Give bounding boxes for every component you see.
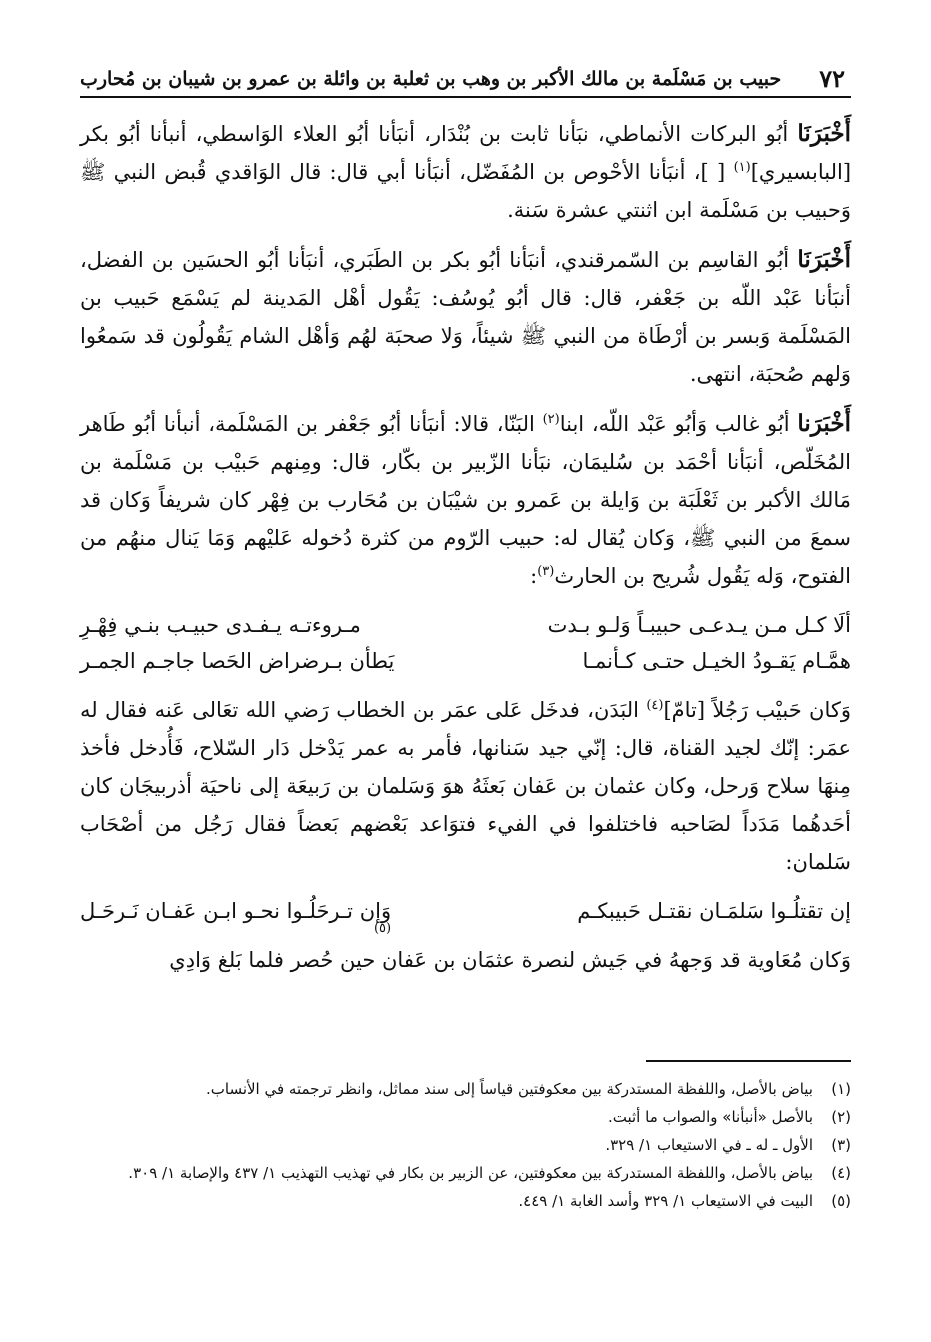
- footnote-text: بياض بالأصل، واللفظة المستدركة بين معكوفتين قياساً إلى سند مماثل، وانظر ترجمته في الأنساب.: [205, 1080, 813, 1098]
- verse-first-hemistich: همَّـام يَقـودُ الخيـل حتـى كـأنمـا: [582, 649, 851, 673]
- paragraph-text-continued: البَدَن، فدخَل عَلى عمَر بن الخطاب رَضي الله تعَالى عَنه فقال له عمَر: إنّك لجيد القناة، قال: إنّي جيد سَنانها، فأمر به عمر يَدْخل دَار السّلاح، فَأُدخل فأخذ مِنهَا سلاح وَرحل، وكان عثمان بن عَفان بَعثَهُ هوَ وَسَلمان بن رَبيعَة إلى ناحيَة أذربيجَان كان أحَدهُما مَدَداً لصَاحبه فاختلفوا في الفيء فتوَاعد بَعْضهم بَعضاً فقال رَجُل من أصْحَاب سَلمان:: [80, 698, 851, 874]
- header-rule: [80, 96, 851, 98]
- paragraph-keyword: أَخْبَرَنا: [797, 410, 851, 437]
- footnote-text: بالأصل «أنبأنا» والصواب ما أثبت.: [607, 1108, 813, 1126]
- paragraph-3: [80, 405, 851, 595]
- footnote-number: (٤): [831, 1164, 851, 1182]
- paragraph-text-continued: [ ]، أنبَأنا الأحْوص بن المُفَضّل، أنبَأنا أبي قال: قال الوَاقدي قُبض النبي ﷺ وَحبيب بن مَسْلَمة ابن اثنتي عشرة سَنة.: [80, 160, 851, 222]
- footnote-text: البيت في الاستيعاب ١/ ٣٢٩ وأسد الغابة ١/ ٤٤٩.: [518, 1192, 813, 1210]
- footnote-text: الأول ـ له ـ في الاستيعاب ١/ ٣٢٩.: [605, 1136, 813, 1154]
- poem-verses-2: [80, 893, 851, 936]
- paragraph-keyword: أَخْبَرَنَا: [797, 120, 852, 147]
- footnote-item: [80, 1103, 851, 1131]
- paragraph-1: [80, 115, 851, 229]
- paragraph-text: أبُو البركات الأنماطي، نبَأنا ثابت بن بُنْدَار، أنبَأنا أبُو العلاء الوَاسطي، أنبأنا أبُو بكر [البابسيري]: [80, 122, 852, 184]
- footnote-number: (٣): [831, 1136, 851, 1154]
- footnote-item: [80, 1131, 851, 1159]
- verse-second-hemistich: وَإن تـرحَلُـوا نحـو ابـن عَفـان نَـرحَـل: [80, 899, 392, 923]
- footnote-number: (٥): [831, 1192, 851, 1210]
- verse-second-hemistich: مـروءتـه يـفـدى حبيـب بنـي فِهْـرِ: [80, 613, 361, 637]
- poem-verses-1: [80, 607, 851, 679]
- paragraph-text: وَكان حَبيْب رَجُلاً [تامّ]: [663, 698, 851, 722]
- paragraph-2: [80, 241, 851, 393]
- verse-first-hemistich: ألَا كـل مـن يـدعـى حبيبـاً وَلـو بـدت: [547, 613, 851, 637]
- verse-second-hemistich-wrap: وَإن تـرحَلُـوا نحـو ابـن عَفـان نَـرحَـل (٥): [80, 893, 391, 929]
- verse-first-hemistich: إن تقتلُـوا سَلمَـان نقتـل حَبيبكـم: [577, 899, 851, 923]
- footnote-item: [80, 1187, 851, 1215]
- page-number: ٧٢: [819, 64, 845, 93]
- footnotes: [80, 1075, 851, 1215]
- verse-line: [80, 643, 851, 679]
- footnote-item: [80, 1075, 851, 1103]
- paragraph-4: [80, 691, 851, 881]
- footnote-number: (٢): [831, 1108, 851, 1126]
- paragraph-keyword: أَخْبَرَنَا: [797, 246, 851, 273]
- main-text: [80, 115, 851, 991]
- page-header: [80, 58, 851, 98]
- footnote-ref: (٢): [542, 412, 560, 427]
- paragraph-5: [80, 941, 851, 979]
- footnote-item: [80, 1159, 851, 1187]
- paragraph-text-continued: البَنّا، قالا: أنبَأنا أبُو جَعْفر بن المَسْلَمة، أنبأنا أبُو طَاهر المُخَلّص، أنبَأنا أحْمَد بن سُليمَان، نبَأنا الزّبير بن بكّار، قال: ومِنهم حَبيْب بن مَسْلَمة بن مَالك الأكبر بن ثَعْلَبَة بن وَايلة بن عَمرو بن شيْبَان بن مُحَارب بن فِهْر كان شريفاً وَكان قد سمعَ من النبي ﷺ، وَكان يُقال له: حبيب الرّوم من كثرة دُخوله عَليْهم وَمَا يَنال منهُم من الفتوح، وَله يَقُول شُريح بن الحارث: [80, 412, 851, 588]
- footnote-ref: (٣): [537, 564, 555, 579]
- footnote-ref: (١): [733, 160, 751, 175]
- verse-line: [80, 893, 851, 936]
- paragraph-text-end: :: [530, 564, 538, 588]
- running-title: حبيب بن مَسْلَمة بن مالك الأكبر بن وهب بن ثعلبة بن وائلة بن عمرو بن شيبان بن مُحارب: [80, 68, 782, 90]
- paragraph-text: أبُو غالب وَأبُو عَبْد اللّه، ابنا: [559, 412, 790, 436]
- footnote-number: (١): [831, 1080, 851, 1098]
- verse-line: [80, 607, 851, 643]
- footnote-ref: (٤): [646, 698, 664, 713]
- footnote-text: بياض بالأصل، واللفظة المستدركة بين معكوفتين، عن الزبير بن بكار في تهذيب التهذيب ١/ ٤٣٧ والإصابة ١/ ٣٠٩.: [128, 1164, 813, 1182]
- paragraph-text: وَكان مُعَاوية قد وَجههُ في جَيش لنصرة عثمَان بن عَفان حين حُصر فلما بَلغ وَادِي: [169, 948, 851, 972]
- footnote-separator: [646, 1060, 851, 1062]
- paragraph-text: أبُو القاسِم بن السّمرقندي، أنبَأنا أبُو بكر بن الطَبَري، أنبَأنا أبُو الحسَين بن الفضل، أنبَأنا عَبْد اللّه بن جَعْفر، قال: قال أبُو يُوسُف: يَقُول أهْل المَدينة لم يَسْمَع حَبيب بن المَسْلَمة وَبسر بن أرْطَاة من النبي ﷺ شيئاً، وَلا صحبَة لهُم وَأهْل الشام يَقُولُون قد سَمعُوا وَلهم صُحبَة، انتهى.: [80, 248, 851, 386]
- verse-second-hemistich: يَطأن بـرضراض الحَصا جاجـم الجمـر: [80, 649, 395, 673]
